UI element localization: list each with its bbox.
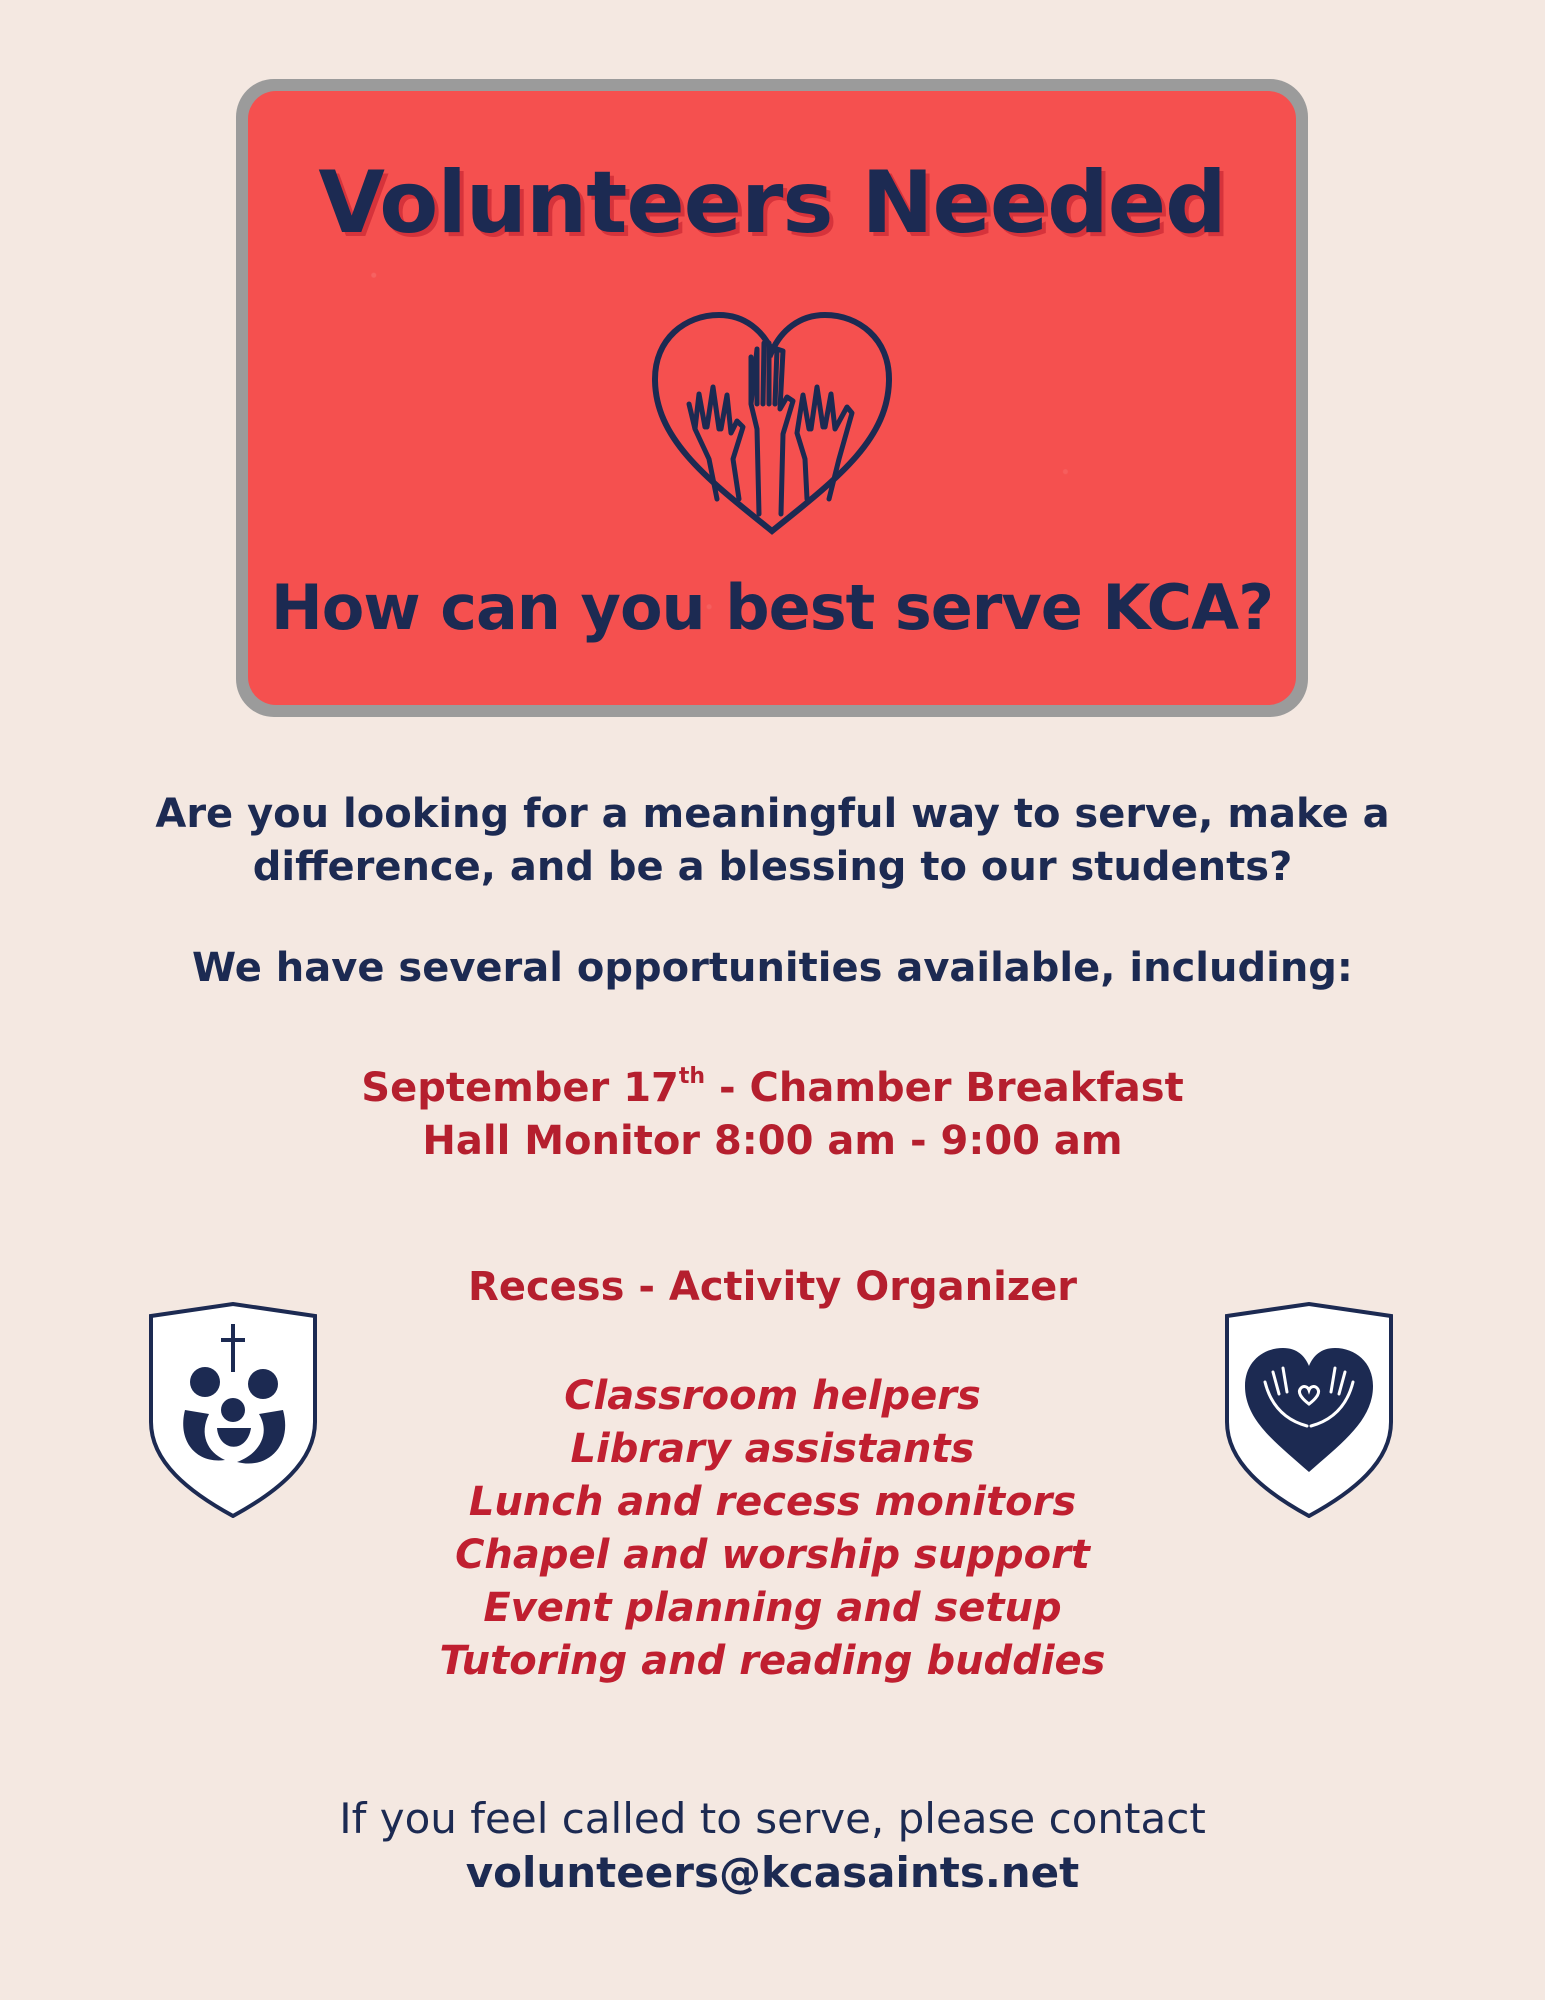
recess-role: Recess - Activity Organizer bbox=[468, 1264, 1077, 1310]
banner bbox=[236, 79, 1308, 717]
heart-raised-hands-icon bbox=[647, 309, 897, 541]
event-block bbox=[0, 1050, 1545, 1168]
event-date: September 17 bbox=[361, 1065, 679, 1111]
intro-text bbox=[0, 788, 1545, 894]
intro-line-1: Are you looking for a meaningful way to serve, make a bbox=[155, 791, 1390, 837]
banner-title: Volunteers Needed bbox=[318, 153, 1226, 253]
event-role-time: Hall Monitor 8:00 am - 9:00 am bbox=[422, 1118, 1123, 1164]
family-cross-shield-icon bbox=[147, 1302, 319, 1518]
contact-email-link[interactable]: volunteers@kcasaints.net bbox=[465, 1848, 1080, 1897]
event-name: - Chamber Breakfast bbox=[705, 1065, 1184, 1111]
contact-block bbox=[0, 1792, 1545, 1900]
banner-subtitle: How can you best serve KCA? bbox=[270, 571, 1274, 644]
event-title bbox=[0, 1050, 1545, 1115]
opportunities-heading: We have several opportunities available, including: bbox=[192, 945, 1353, 991]
banner-panel bbox=[248, 91, 1296, 705]
list-item: Library assistants bbox=[570, 1426, 975, 1472]
list-item: Chapel and worship support bbox=[455, 1532, 1090, 1578]
heart-hands-shield-icon bbox=[1223, 1302, 1395, 1518]
contact-line: If you feel called to serve, please contact bbox=[339, 1794, 1206, 1843]
list-item: Classroom helpers bbox=[564, 1373, 981, 1419]
list-item: Tutoring and reading buddies bbox=[439, 1638, 1106, 1684]
list-item: Lunch and recess monitors bbox=[468, 1479, 1077, 1525]
event-date-suffix: th bbox=[678, 1064, 706, 1089]
list-item: Event planning and setup bbox=[483, 1585, 1062, 1631]
intro-line-2: difference, and be a blessing to our students? bbox=[252, 844, 1293, 890]
